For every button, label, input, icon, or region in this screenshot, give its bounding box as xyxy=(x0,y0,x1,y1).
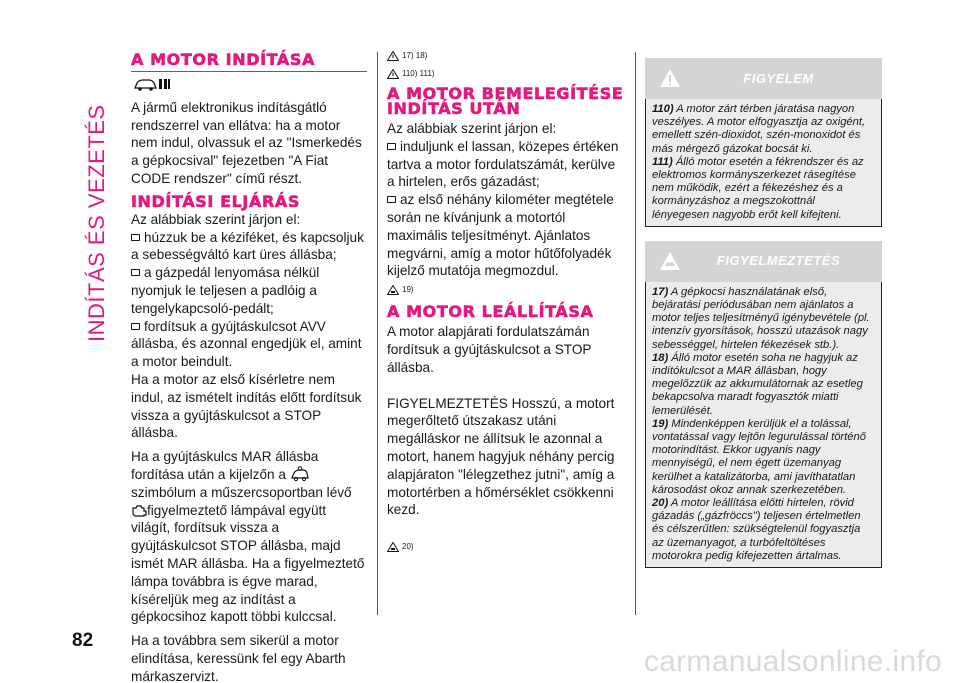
heading-start-procedure: INDÍTÁSI ELJÁRÁS xyxy=(131,191,300,211)
car-key-icons xyxy=(133,76,367,97)
reference-notes: 19) xyxy=(387,284,625,296)
heading-warm-up: A MOTOR BEMELEGÍTÉSE INDÍTÁS UTÁN xyxy=(387,84,624,118)
caution-box-header xyxy=(645,241,882,282)
engine-warning-light-icon xyxy=(131,504,147,518)
watermark: carmanualsonline.info xyxy=(643,645,942,678)
bullet-square-icon xyxy=(387,143,396,150)
list-item: az első néhány kilométer megtétele során ne kívánjunk a motortól maximális teljesítményt. Ajánlatos megvárni, amíg a motor hűtőfolyadék kijelző mutatója megmozdul. xyxy=(387,192,614,279)
warning-box-title: FIGYELEM xyxy=(743,70,814,86)
warning-triangle-icon xyxy=(659,67,681,89)
lead-text: Az alábbiak szerint járjon el: xyxy=(387,121,557,136)
caution-item: 17) A gépkocsi használatának első, bejáratási periódusában nem ajánlatos a motor teljes teljesítményű igénybevétele (pl. intenzív gyorsítások, hosszú utazások nagy sebességgel, hirtelen fékezések stb.). xyxy=(652,285,870,351)
paragraph: Ha a gyújtáskulcs MAR állásba fordítása után a kijelzőn a szimbólum a műszercsoportban lévő figyelmeztető lámpával együtt világít, fordítsuk vissza a gyújtáskulcsot STOP állásba, majd ismét MAR állásba. Ha a figyelmeztető lámpa továbbra is égve marad, kíséreljük meg az indítást a gépkocsihoz kapott többi kulccsal. xyxy=(131,449,365,625)
reference-notes: 110) 111) xyxy=(387,68,625,80)
paragraph: Ha a továbbra sem sikerül a motor elindítása, keressünk fel egy Abarth márkaszervizt. xyxy=(131,633,346,683)
section-side-tab: INDÍTÁS ÉS VEZETÉS xyxy=(84,104,109,342)
list-item: induljunk el lassan, közepes értéken tartva a motor fordulatszámát, kerülve a hirtelen, erős gázadást; xyxy=(387,138,619,190)
warning-box-header xyxy=(645,58,882,99)
bullet-square-icon xyxy=(131,323,140,330)
warning-item: 111) Álló motor esetén a fékrendszer és az elektromos kormányszerkezet rásegítése nem működik, ezért a fékezéshez és a kormányzáshoz a megszokottnál lényegesen nagyobb erőt kell kifejteni. xyxy=(652,155,864,221)
bullet-square-icon xyxy=(131,234,140,241)
paragraph: FIGYELMEZTETÉS Hosszú, a motort megerőltető útszakasz utáni megálláskor ne állítsuk le azonnal a motort, hanem hagyjuk néhány percig alapjáraton "lélegzethez jutni", amíg a motortérben a hőmérséklet csökkenni kezd. xyxy=(387,395,615,518)
list-item: a gázpedál lenyomása nélkül nyomjuk le teljesen a padlóig a tengelykapcsoló-pedált; xyxy=(131,265,320,316)
column-warm-up xyxy=(387,50,625,553)
warning-item: 110) A motor zárt térben járatása nagyon veszélyes. A motor elfogyasztja az oxigént, emellett szén-dioxidot, szén-monoxidot és más mérgező gázokat bocsát ki. xyxy=(652,103,866,155)
warning-car-icon xyxy=(387,542,399,552)
bullet-square-icon xyxy=(387,196,396,203)
warning-car-icon xyxy=(387,285,399,295)
heading-starting-engine: A MOTOR INDÍTÁSA xyxy=(131,52,367,72)
intro-paragraph: A jármű elektronikus indításgátló rendszerrel van ellátva: ha a motor nem indul, olvassuk el az "Ismerkedés a gépkocsival" fejezetben "A Fiat CODE rendszer" című részt. xyxy=(131,99,362,186)
heading-stopping-engine: A MOTOR LEÁLLÍTÁSA xyxy=(387,302,594,322)
paragraph: Ha a motor az első kísérletre nem indul, az ismételt indítás előtt fordítsuk vissza a gyújtáskulcsot a STOP állásba. xyxy=(131,371,362,441)
column-starting-engine xyxy=(131,52,367,683)
list-item: fordítsuk a gyújtáskulcsot AVV állásba, és azonnal engedjük el, amint a motor beindult. xyxy=(131,318,362,370)
paragraph: A motor alapjárati fordulatszámán fordítsuk a gyújtáskulcsot a STOP állásba. xyxy=(387,324,592,375)
column-divider xyxy=(635,52,636,615)
lead-text: Az alábbiak szerint járjon el: xyxy=(131,211,301,227)
column-warnings xyxy=(645,58,882,568)
page-number: 82 xyxy=(72,630,94,651)
caution-box-title: FIGYELMEZTETÉS xyxy=(716,253,841,269)
warning-triangle-icon xyxy=(387,51,399,61)
reference-notes: 20) xyxy=(387,541,625,553)
reference-notes: 17) 18) xyxy=(387,50,625,62)
bullet-square-icon xyxy=(131,269,140,276)
caution-item: 18) Álló motor esetén soha ne hagyjuk az indítókulcsot a MAR állásban, hogy megelőzzük az akkumulátornak az esetleg bekapcsolva maradt fogyasztók miatti lemerülését. xyxy=(652,351,863,417)
immobilizer-car-key-icon xyxy=(290,466,310,482)
caution-box-body xyxy=(645,282,882,568)
warning-triangle-icon xyxy=(387,69,399,79)
column-divider xyxy=(377,52,378,615)
caution-item: 19) Mindenképpen kerüljük el a tolással, vontatással vagy lejtőn legurulással történő motorindítást. Ekkor ugyanis nagy mennyiségű, el nem égett üzemanyag kerülhet a katalizátorba, ami javíthatatlan károsodást okoz annak szerkezetében. xyxy=(652,417,866,496)
list-item: húzzuk be a kéziféket, és kapcsoljuk a sebességváltó kart üres állásba; xyxy=(131,229,364,263)
car-variant-icon xyxy=(133,76,171,92)
caution-car-icon xyxy=(659,250,681,272)
caution-item: 20) A motor leállítása előtti hirtelen, rövid gázadás („gázfröccs") teljesen értelmetlen és célszerűtlen: szükségtelenül fogyasztja az üzemanyagot, a turbófeltöltéses motorokra pedig kifejezetten ártalmas. xyxy=(652,497,861,562)
warning-box-body xyxy=(645,99,882,227)
